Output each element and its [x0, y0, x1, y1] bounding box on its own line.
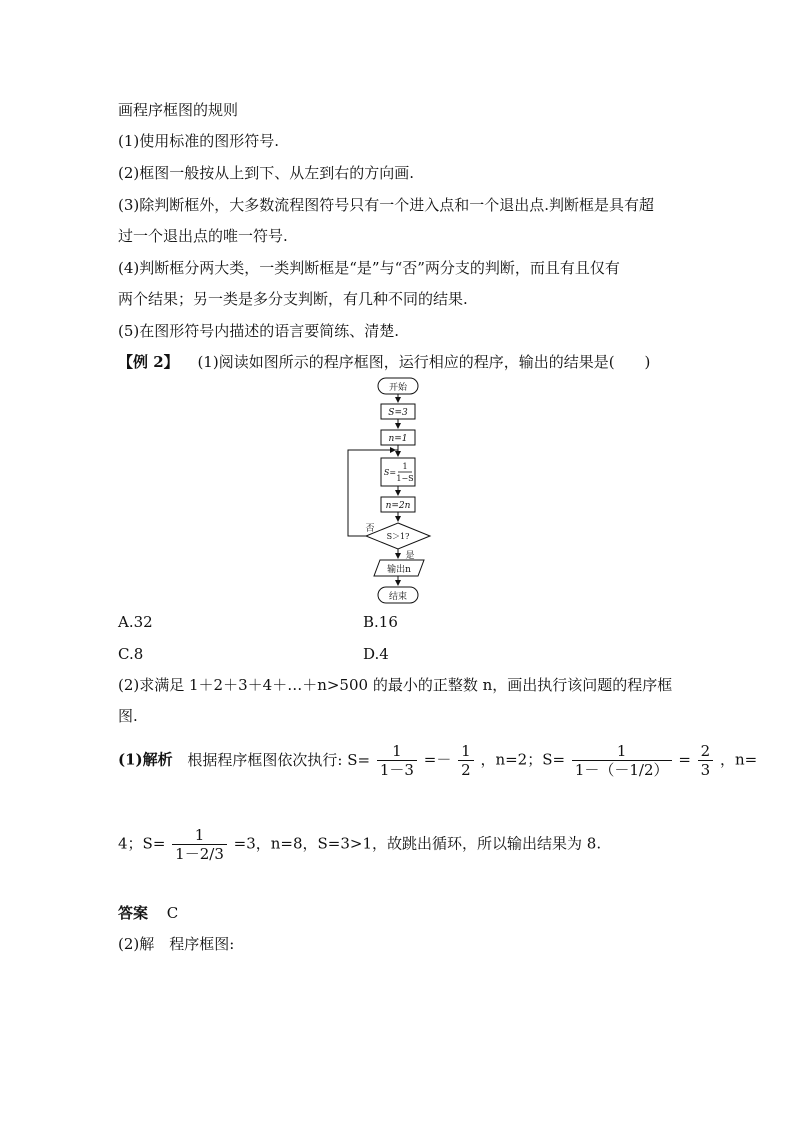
solution-part1-label: (1)解析	[118, 750, 173, 769]
rule-3-cont: 过一个退出点的唯一符号.	[118, 227, 288, 245]
answer-label: 答案	[118, 904, 149, 922]
yes-label: 是	[405, 551, 415, 561]
option-b: B.16	[363, 613, 398, 631]
option-d: D.4	[363, 645, 389, 663]
question-2-line-1: (2)求满足 1＋2＋3＋4＋…＋n>500 的最小的正整数 n，画出执行该问题的程序框	[118, 676, 673, 694]
n-double-text: n=2n	[385, 501, 411, 511]
answer-value: C	[166, 904, 179, 922]
condition-text: S＞1?	[386, 532, 410, 541]
s-assign-prefix: S=	[383, 468, 397, 477]
solution-line2-start: 4；S=	[118, 834, 166, 853]
answer-line	[118, 903, 178, 923]
fraction-2: $\frac{1}{2}$	[458, 742, 474, 779]
fraction-5: $\frac{1}{1-2/3}$	[172, 826, 227, 863]
fraction-1: $\frac{1}{1-3}$	[377, 742, 417, 779]
n-init-text: n=1	[388, 434, 408, 444]
solution-intro: 根据程序框图依次执行: S=	[187, 750, 371, 769]
solution-eq1: =－	[423, 750, 452, 769]
rule-5: (5)在图形符号内描述的语言要简练、清楚.	[118, 322, 400, 340]
option-a: A.32	[118, 613, 153, 631]
end-text: 结束	[388, 592, 408, 602]
example-question-1	[118, 352, 650, 372]
solution-seg2: ，n=	[720, 750, 758, 769]
s-init-text: S=3	[388, 408, 408, 418]
question-2-line-2: 图.	[118, 707, 138, 725]
start-text: 开始	[388, 383, 408, 393]
rule-4: (4)判断框分两大类，一类判断框是“是”与“否”两分支的判断，而且有且仅有	[118, 259, 620, 277]
s-assign-den: 1−S	[396, 474, 414, 483]
option-c: C.8	[118, 645, 144, 663]
solution-eq2: =	[678, 750, 691, 769]
solution-line-2	[118, 826, 601, 863]
output-text: 输出n	[387, 565, 411, 575]
no-label: 否	[365, 524, 375, 534]
rule-4-cont: 两个结果；另一类是多分支判断，有几种不同的结果.	[118, 290, 468, 308]
rule-3: (3)除判断框外，大多数流程图符号只有一个进入点和一个退出点.判断框是具有超	[118, 196, 655, 214]
solution-line2-rest: =3，n=8，S=3>1，故跳出循环，所以输出结果为 8.	[233, 834, 602, 853]
flowchart	[340, 376, 470, 608]
rule-2: (2)框图一般按从上到下、从左到右的方向画.	[118, 164, 415, 182]
solution-seg1: ，n=2；S=	[480, 750, 566, 769]
rule-1: (1)使用标准的图形符号.	[118, 132, 280, 150]
solution-part2: (2)解 程序框图:	[118, 935, 235, 953]
solution-line-1	[118, 742, 757, 779]
question-1-text: (1)阅读如图所示的程序框图，运行相应的程序，输出的结果是( )	[197, 353, 651, 371]
rules-title: 画程序框图的规则	[118, 101, 239, 119]
s-assign-num: 1	[402, 462, 408, 471]
fraction-3: $\frac{1}{1-(-1/2)}$	[572, 742, 672, 779]
fraction-4: $\frac{2}{3}$	[698, 742, 714, 779]
example-label: 【例 2】	[118, 353, 179, 371]
